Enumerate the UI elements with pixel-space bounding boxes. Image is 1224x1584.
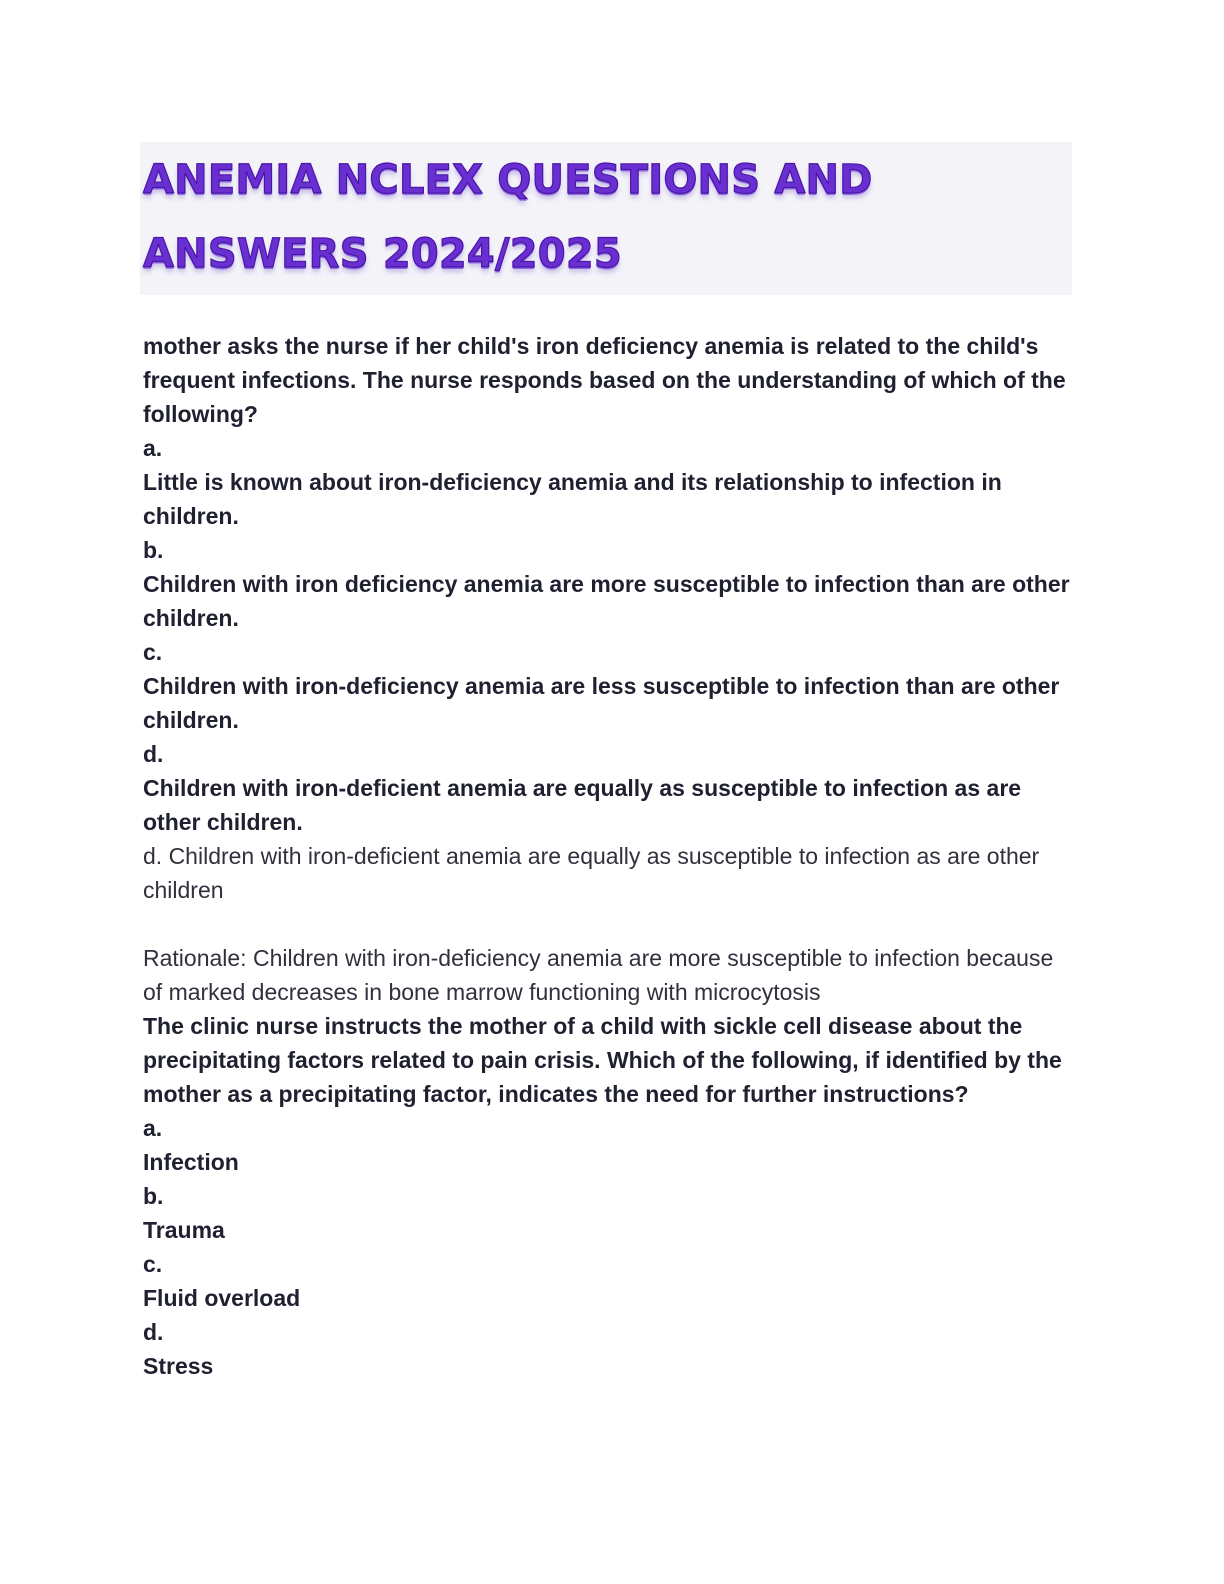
answer-text: d. Children with iron-deficient anemia are equally as susceptible to infection as are other children <box>143 843 1040 903</box>
option-letter: a. <box>143 1115 163 1141</box>
option-text: Children with iron deficiency anemia are more susceptible to infection than are other children. <box>143 571 1070 631</box>
question-1 <box>143 329 1073 1009</box>
option-letter: a. <box>143 435 163 461</box>
option-text: Trauma <box>143 1217 225 1243</box>
option-letter: b. <box>143 1183 164 1209</box>
title-line-1: ANEMIA NCLEX QUESTIONS AND <box>143 157 873 203</box>
option-text: Fluid overload <box>143 1285 301 1311</box>
option-letter: c. <box>143 1251 163 1277</box>
title-banner <box>140 142 1072 295</box>
option-letter: b. <box>143 537 164 563</box>
option-letter: d. <box>143 1319 164 1345</box>
spacer <box>143 907 1073 941</box>
title-line-2: ANSWERS 2024/2025 <box>143 231 622 277</box>
option-text: Children with iron-deficient anemia are equally as susceptible to infection as are other children. <box>143 775 1022 835</box>
option-text: Stress <box>143 1353 214 1379</box>
question-1-text: mother asks the nurse if her child's iron deficiency anemia is related to the child's frequent infections. The nurse responds based on the understanding of which of the following? <box>143 333 1066 427</box>
option-letter: d. <box>143 741 164 767</box>
option-text: Little is known about iron-deficiency anemia and its relationship to infection in children. <box>143 469 1002 529</box>
option-letter: c. <box>143 639 163 665</box>
question-2-text: The clinic nurse instructs the mother of a child with sickle cell disease about the precipitating factors related to pain crisis. Which of the following, if identified by the mother as a precipitating factor, indicates the need for further instructions? <box>143 1013 1062 1107</box>
question-2 <box>143 1009 1073 1383</box>
document-body <box>143 329 1073 1383</box>
option-text: Children with iron-deficiency anemia are less susceptible to infection than are other children. <box>143 673 1060 733</box>
option-text: Infection <box>143 1149 239 1175</box>
rationale-text: Rationale: Children with iron-deficiency anemia are more susceptible to infection because of marked decreases in bone marrow functioning with microcytosis <box>143 945 1054 1005</box>
